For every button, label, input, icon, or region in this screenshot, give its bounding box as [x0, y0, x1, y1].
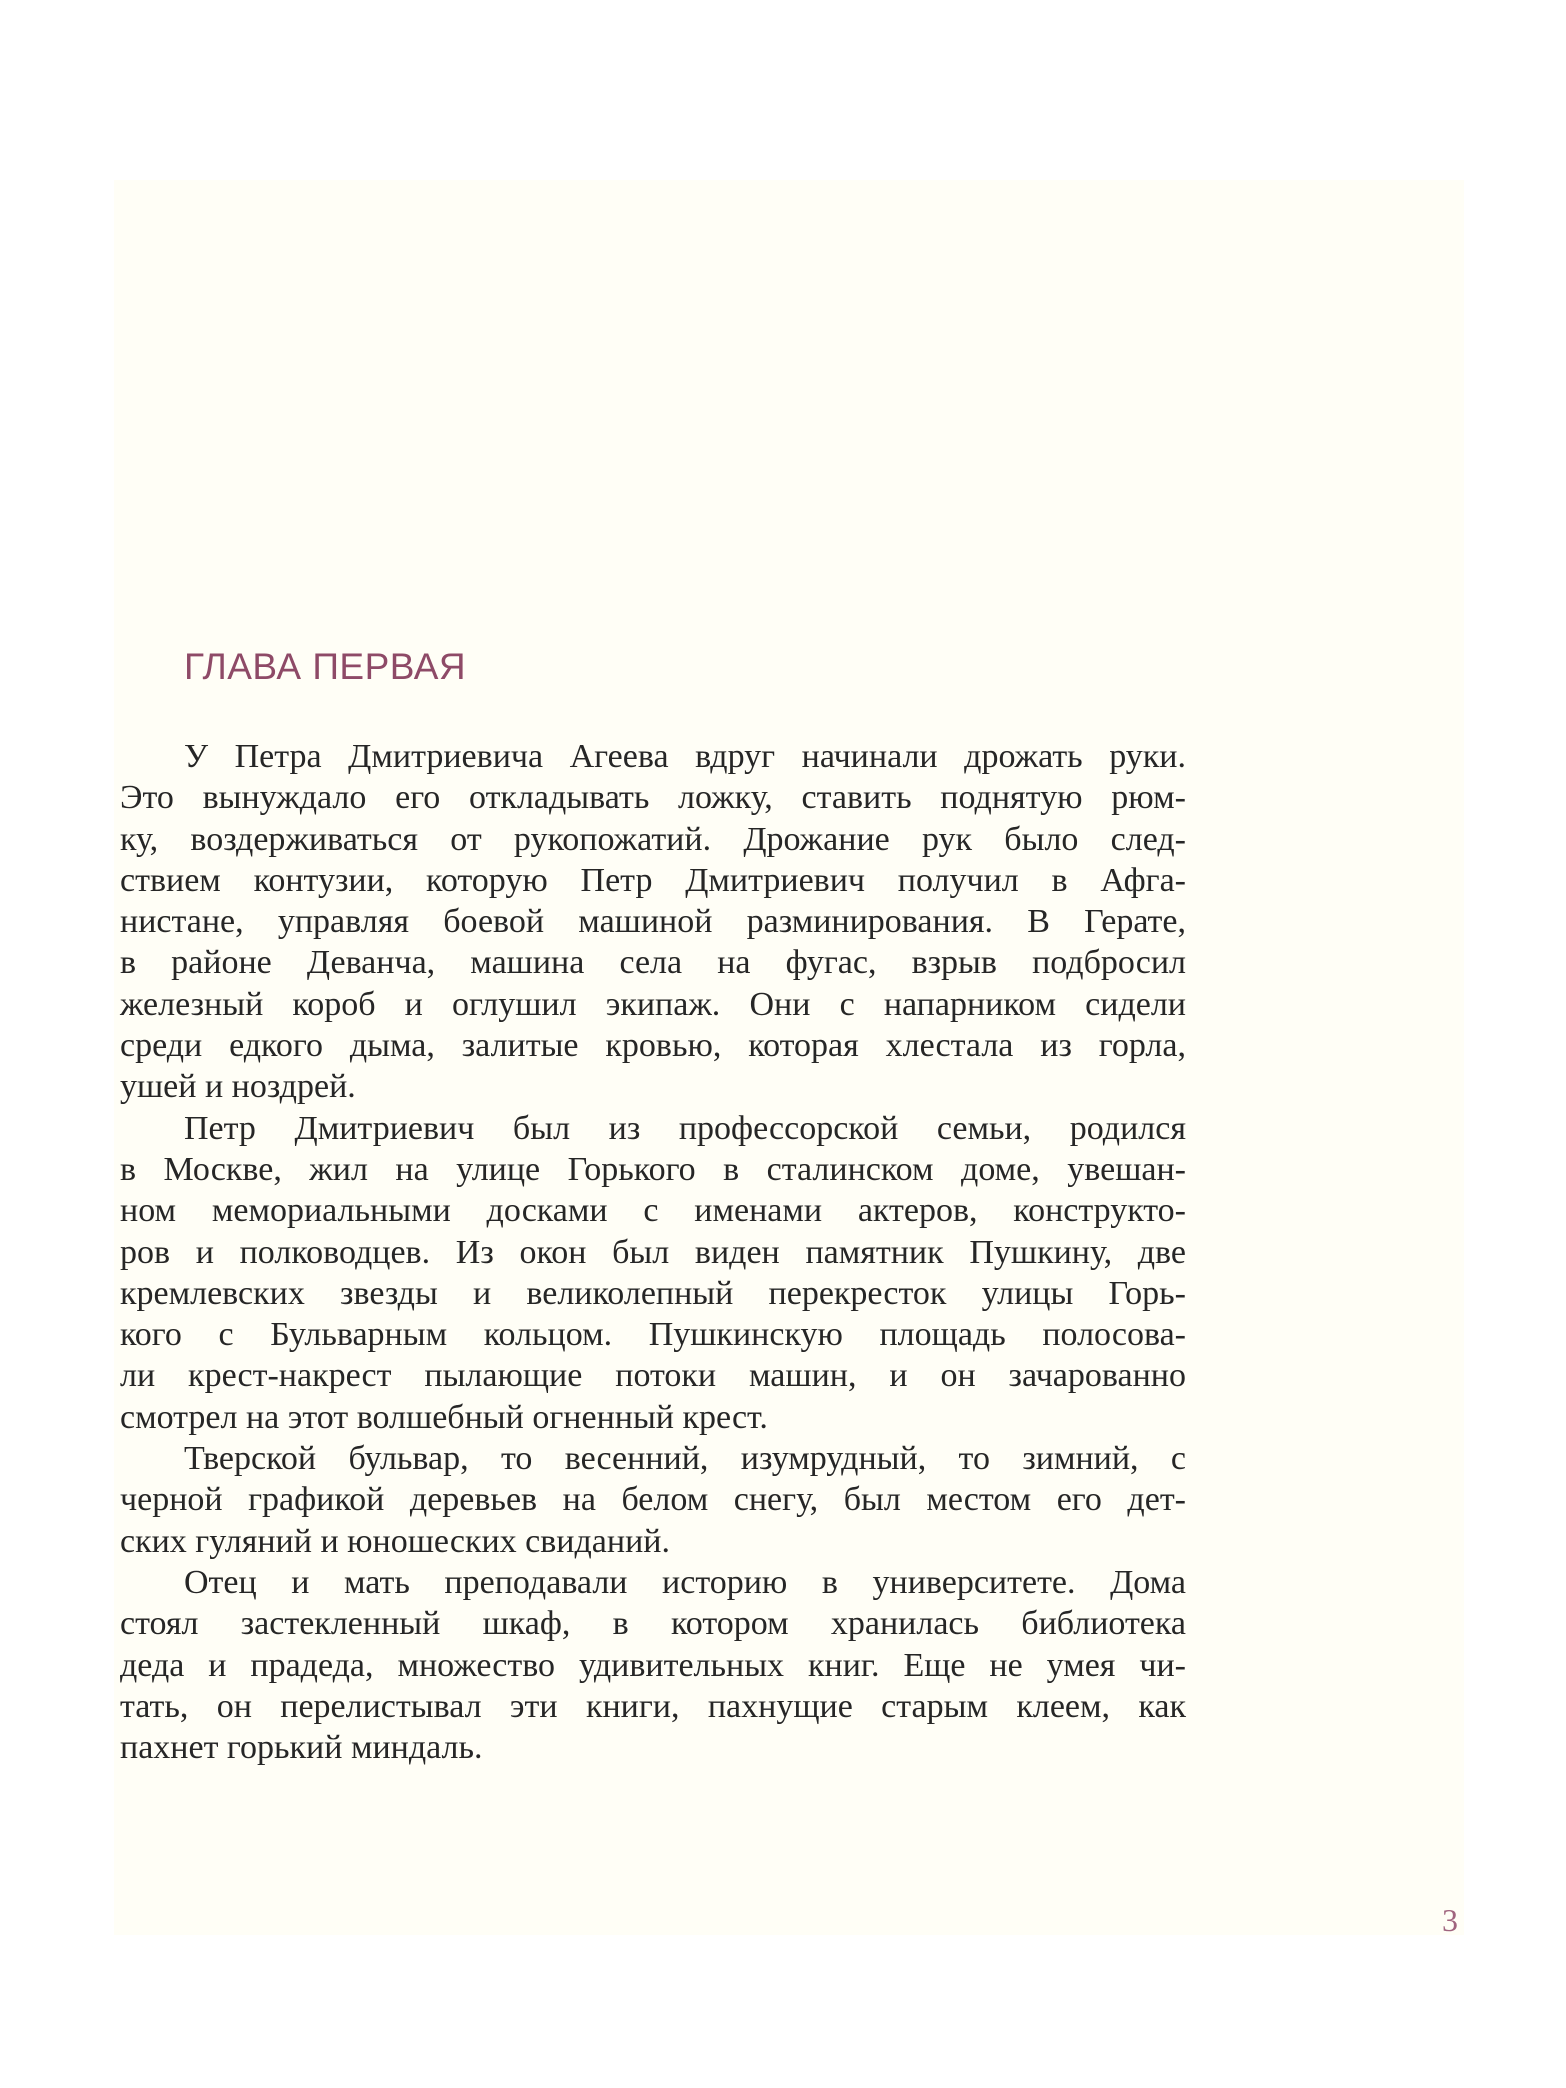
text-line: ном мемориальными досками с именами актеров, конструкто- [120, 1192, 1186, 1230]
text-line: Тверской бульвар, то весенний, изумрудный, то зимний, с [184, 1440, 1186, 1478]
text-line: смотрел на этот волшебный огненный крест. [120, 1398, 768, 1436]
paragraph [120, 1438, 1186, 1562]
text-line: Это вынуждало его откладывать ложку, ставить поднятую рюм- [120, 779, 1186, 817]
text-line: кого с Бульварным кольцом. Пушкинскую площадь полосова- [120, 1316, 1186, 1354]
paragraph [120, 1562, 1186, 1768]
paragraph [120, 1108, 1186, 1438]
text-line: У Петра Дмитриевича Агеева вдруг начинали дрожать руки. [184, 738, 1186, 775]
paragraph [120, 736, 1186, 1108]
text-line: тать, он перелистывал эти книги, пахнущие старым клеем, как [120, 1687, 1186, 1725]
text-line: ров и полководцев. Из окон был виден памятник Пушкину, две [120, 1233, 1186, 1271]
text-line: Петр Дмитриевич был из профессорской семьи, родился [184, 1109, 1186, 1147]
text-line: Отец и мать преподавали историю в университете. Дома [184, 1563, 1186, 1601]
text-line: нистане, управляя боевой машиной разминирования. В Герате, [120, 903, 1186, 941]
text-line: ку, воздерживаться от рукопожатий. Дрожание рук было след- [120, 820, 1186, 858]
chapter-body [120, 736, 1186, 1768]
text-line: ли крест-накрест пылающие потоки машин, и он зачарованно [120, 1357, 1186, 1395]
text-line: черной графикой деревьев на белом снегу, был местом его дет- [120, 1481, 1186, 1519]
text-line: ствием контузии, которую Петр Дмитриевич получил в Афга- [120, 861, 1186, 899]
text-line: деда и прадеда, множество удивительных книг. Еще не умея чи- [120, 1646, 1186, 1684]
text-line: в районе Деванча, машина села на фугас, взрыв подбросил [120, 944, 1186, 982]
text-line: пахнет горький миндаль. [120, 1729, 483, 1767]
text-line: кремлевских звезды и великолепный перекресток улицы Горь- [120, 1274, 1186, 1312]
chapter-heading: ГЛАВА ПЕРВАЯ [184, 646, 467, 687]
text-line: в Москве, жил на улице Горького в сталинском доме, увешан- [120, 1150, 1186, 1188]
text-line: ских гуляний и юношеских свиданий. [120, 1522, 670, 1560]
text-line: стоял застекленный шкаф, в котором хранилась библиотека [120, 1605, 1186, 1643]
text-line: железный короб и оглушил экипаж. Они с напарником сидели [120, 985, 1186, 1023]
text-line: ушей и ноздрей. [120, 1068, 356, 1106]
text-line: среди едкого дыма, залитые кровью, которая хлестала из горла, [120, 1027, 1186, 1065]
page-number: 3 [1442, 1902, 1458, 1938]
